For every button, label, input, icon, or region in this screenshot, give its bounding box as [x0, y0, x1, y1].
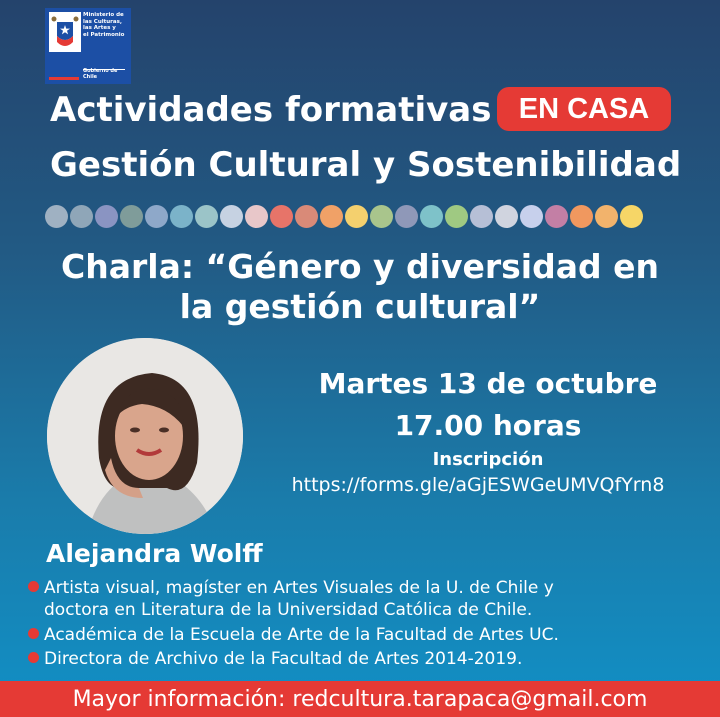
bullet-dot-icon	[28, 581, 39, 592]
government-label: Gobierno de Chile	[83, 68, 118, 80]
color-dot	[170, 205, 193, 228]
ministry-name: Ministerio de las Culturas, las Artes y el Patrimonio	[83, 12, 125, 38]
bio-bullet-3-line-1: Directora de Archivo de la Facultad de Artes 2014-2019.	[44, 649, 523, 669]
title-line-1: Actividades formativas	[50, 90, 492, 130]
en-casa-badge: EN CASA	[497, 87, 671, 131]
talk-title-line-2: la gestión cultural”	[179, 287, 541, 326]
color-dot	[220, 205, 243, 228]
color-dot	[270, 205, 293, 228]
bio-bullet-2	[28, 624, 559, 646]
color-dot	[345, 205, 368, 228]
registration-label: Inscripción	[432, 449, 544, 470]
speaker-name: Alejandra Wolff	[46, 539, 263, 568]
event-time: 17.00 horas	[394, 409, 582, 442]
registration-link[interactable]: https://forms.gle/aGjESWGeUMVQfYrn8	[291, 474, 665, 496]
color-dot	[70, 205, 93, 228]
color-dot	[420, 205, 443, 228]
color-dot	[545, 205, 568, 228]
color-dot	[320, 205, 343, 228]
bio-bullet-3	[28, 648, 522, 670]
footer-contact[interactable]: Mayor información: redcultura.tarapaca@gmail.com	[72, 686, 648, 712]
color-dot	[295, 205, 318, 228]
color-dot	[570, 205, 593, 228]
color-dot	[595, 205, 618, 228]
color-dot	[245, 205, 268, 228]
color-dot	[45, 205, 68, 228]
color-dot	[195, 205, 218, 228]
bullet-dot-icon	[28, 628, 39, 639]
color-dot	[520, 205, 543, 228]
bio-bullet-2-line-1: Académica de la Escuela de Arte de la Facultad de Artes UC.	[44, 625, 559, 645]
footer-bar	[0, 681, 720, 717]
bio-bullet-1-line-1: Artista visual, magíster en Artes Visuales de la U. de Chile y	[44, 578, 554, 598]
chile-coat-of-arms-icon	[49, 12, 81, 52]
speaker-photo	[47, 338, 243, 534]
talk-title	[0, 247, 720, 327]
color-dot	[95, 205, 118, 228]
color-dot	[470, 205, 493, 228]
bio-bullet-1-line-2: doctora en Literatura de la Universidad Católica de Chile.	[44, 600, 533, 620]
color-dot	[145, 205, 168, 228]
title-line-2: Gestión Cultural y Sostenibilidad	[50, 145, 682, 185]
speaker-portrait-icon	[47, 338, 243, 534]
color-dot	[495, 205, 518, 228]
color-dot-row	[45, 205, 643, 228]
ministry-logo	[45, 8, 131, 84]
bio-bullet-1	[28, 577, 554, 621]
color-dot	[395, 205, 418, 228]
bullet-dot-icon	[28, 652, 39, 663]
color-dot	[445, 205, 468, 228]
talk-title-line-1: Charla: “Género y diversidad en	[61, 247, 659, 286]
color-dot	[120, 205, 143, 228]
color-dot	[620, 205, 643, 228]
color-dot	[370, 205, 393, 228]
logo-red-strip	[49, 77, 79, 80]
event-date: Martes 13 de octubre	[318, 367, 658, 400]
